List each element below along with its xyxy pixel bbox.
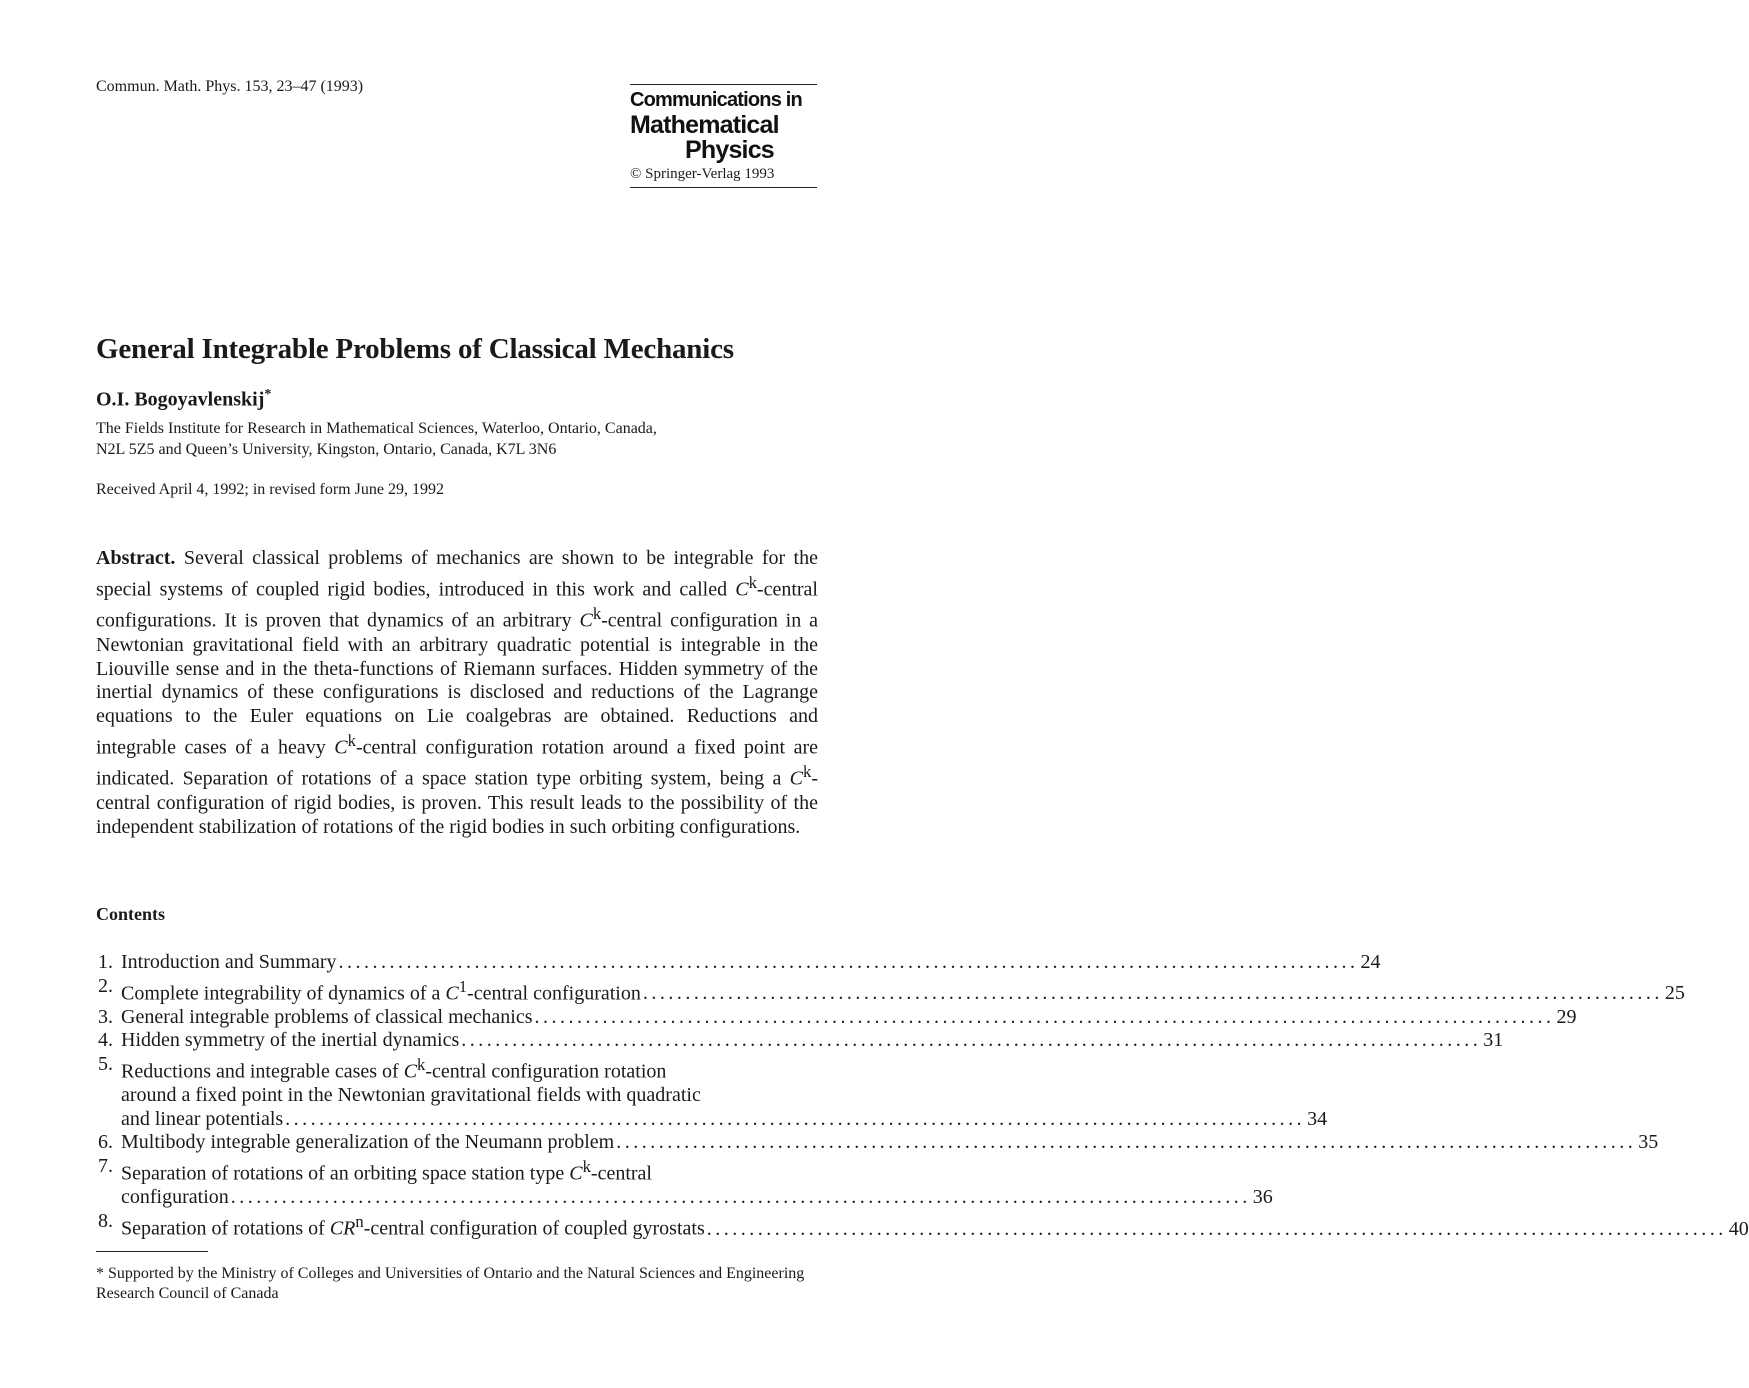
footnote <box>96 1264 818 1303</box>
math-symbol: CR <box>329 1217 356 1240</box>
logo-rule-top <box>630 84 817 85</box>
toc-leader <box>705 1218 1729 1242</box>
toc-page: 29 <box>1556 1005 1577 1028</box>
math-superscript: k <box>417 1055 426 1075</box>
toc-title-part: Separation of rotations of an orbiting space station type <box>121 1162 570 1185</box>
toc-page: 24 <box>1360 951 1381 973</box>
footnote-text: Supported by the Ministry of Colleges and Universities of Ontario and the Natural Sciences and Engineering Research Council of Canada <box>96 1265 805 1302</box>
abstract-part4: -central configuration rotation around a fixed point are indicated. Separation of rotations of a space station type orbiting system, being a <box>96 736 818 790</box>
table-of-contents <box>98 951 1749 1241</box>
toc-page: 31 <box>1483 1029 1504 1052</box>
toc-number: 3. <box>98 1005 113 1028</box>
toc-page: 35 <box>1638 1131 1659 1154</box>
math-superscript: n <box>355 1211 364 1231</box>
math-symbol: C <box>789 768 803 790</box>
toc-title <box>121 1210 705 1241</box>
math-superscript: k <box>582 1157 591 1177</box>
toc-title-line1 <box>121 1053 1327 1084</box>
math-symbol: C <box>579 609 593 632</box>
author-text: O.I. Bogoyavlenskij <box>96 388 265 411</box>
math-superscript: 1 <box>458 976 468 996</box>
toc-page: 40 <box>1728 1217 1749 1240</box>
toc-number: 7. <box>98 1155 113 1178</box>
affiliation-line1: The Fields Institute for Research in Mathematical Sciences, Waterloo, Ontario, Canada, <box>96 420 657 437</box>
abstract <box>96 547 818 839</box>
toc-title-part: -central configuration rotation <box>425 1060 667 1083</box>
toc-number: 4. <box>98 1029 113 1052</box>
math-superscript: k <box>347 730 356 750</box>
abstract-part5: -central configuration of rigid bodies, is proven. This result leads to the possibility of the independent stabilization of rotations of the rigid bodies in such orbiting configurations. <box>96 768 818 838</box>
toc-title: Introduction and Summary <box>121 951 337 973</box>
math-symbol: C <box>445 982 459 1005</box>
journal-logo <box>630 84 817 188</box>
toc-entry-6[interactable] <box>98 1131 1659 1155</box>
abstract-part2: -central configurations. It is proven that dynamics of an arbitrary <box>96 578 818 632</box>
math-superscript: k <box>592 604 602 624</box>
journal-name-line3: Physics <box>685 136 774 164</box>
toc-title-line2: around a fixed point in the Newtonian gravitational fields with quadratic <box>121 1084 701 1107</box>
toc-entry-4[interactable] <box>98 1029 1504 1053</box>
toc-title-line2: configuration <box>121 1186 229 1209</box>
math-symbol: C <box>334 736 348 759</box>
abstract-part3: -central configuration in a Newtonian gravitational field with an arbitrary quadratic potential is integrable in the Liouville sense and in the theta-functions of Riemann surfaces. Hidden symmetry of the inertial dynamics of these configurations is disclosed and reductions of the Lagrange equations to the Euler equations on Lie coalgebras are obtained. Reductions and integrable cases of a heavy <box>96 609 818 759</box>
toc-number: 8. <box>98 1209 113 1232</box>
toc-entry-5[interactable] <box>98 1053 1328 1131</box>
affiliation <box>96 418 816 460</box>
toc-leader <box>283 1108 1307 1132</box>
toc-title: Hidden symmetry of the inertial dynamics <box>121 1029 460 1052</box>
footnote-divider <box>96 1251 208 1252</box>
toc-entry-7[interactable] <box>98 1155 1273 1210</box>
toc-number: 6. <box>98 1131 113 1154</box>
toc-title: General integrable problems of classical mechanics <box>121 1005 533 1028</box>
author-name <box>96 387 271 412</box>
math-symbol: C <box>403 1060 418 1083</box>
toc-leader <box>337 951 1361 975</box>
toc-entry-1[interactable] <box>98 951 1381 975</box>
received-dates: Received April 4, 1992; in revised form June 29, 1992 <box>96 481 444 498</box>
math-superscript: k <box>748 572 757 592</box>
toc-leader <box>459 1029 1483 1053</box>
toc-leader <box>641 982 1665 1006</box>
journal-name-line1: Communications in <box>630 89 802 111</box>
toc-title: Multibody integrable generalization of the Neumann problem <box>121 1131 615 1154</box>
toc-title-part: -central configuration of coupled gyrostats <box>363 1217 705 1240</box>
toc-title-part: Reductions and integrable cases of <box>121 1060 404 1083</box>
toc-title-part: Separation of rotations of <box>121 1217 330 1240</box>
toc-number: 2. <box>98 974 113 997</box>
author-footnote-mark: * <box>264 387 272 402</box>
journal-citation: Commun. Math. Phys. 153, 23–47 (1993) <box>96 78 364 95</box>
math-symbol: C <box>735 578 749 601</box>
paper-title: General Integrable Problems of Classical Mechanics <box>96 333 734 365</box>
publisher-copyright: © Springer-Verlag 1993 <box>630 166 775 182</box>
contents-heading: Contents <box>96 904 166 924</box>
toc-title-part: Complete integrability of dynamics of a <box>121 982 446 1005</box>
math-symbol: C <box>569 1162 583 1185</box>
toc-leader <box>533 1006 1557 1030</box>
toc-number: 5. <box>98 1053 113 1076</box>
journal-name-line2: Mathematical <box>630 111 779 139</box>
math-superscript: k <box>803 762 812 782</box>
toc-entry-2[interactable] <box>98 974 1685 1006</box>
toc-leader <box>229 1186 1253 1210</box>
toc-title-line3: and linear potentials <box>121 1107 284 1130</box>
toc-title-part: -central <box>590 1162 652 1185</box>
toc-title-part: -central configuration <box>467 982 641 1005</box>
toc-title-line1 <box>121 1155 1273 1186</box>
toc-title <box>121 975 641 1006</box>
toc-page: 25 <box>1664 982 1685 1005</box>
affiliation-line2: N2L 5Z5 and Queen’s University, Kingston, Ontario, Canada, K7L 3N6 <box>96 441 557 458</box>
logo-rule-bottom <box>630 187 817 188</box>
abstract-label: Abstract. <box>96 547 176 569</box>
toc-number: 1. <box>98 951 113 973</box>
toc-leader <box>614 1131 1638 1155</box>
abstract-part1: Several classical problems of mechanics are shown to be integrable for the special systems of coupled rigid bodies, introduced in this work and called <box>96 547 818 601</box>
toc-page: 36 <box>1252 1186 1273 1209</box>
toc-page: 34 <box>1307 1107 1328 1130</box>
footnote-mark: * <box>96 1265 104 1282</box>
toc-entry-8[interactable] <box>98 1209 1749 1241</box>
toc-entry-3[interactable] <box>98 1005 1577 1030</box>
